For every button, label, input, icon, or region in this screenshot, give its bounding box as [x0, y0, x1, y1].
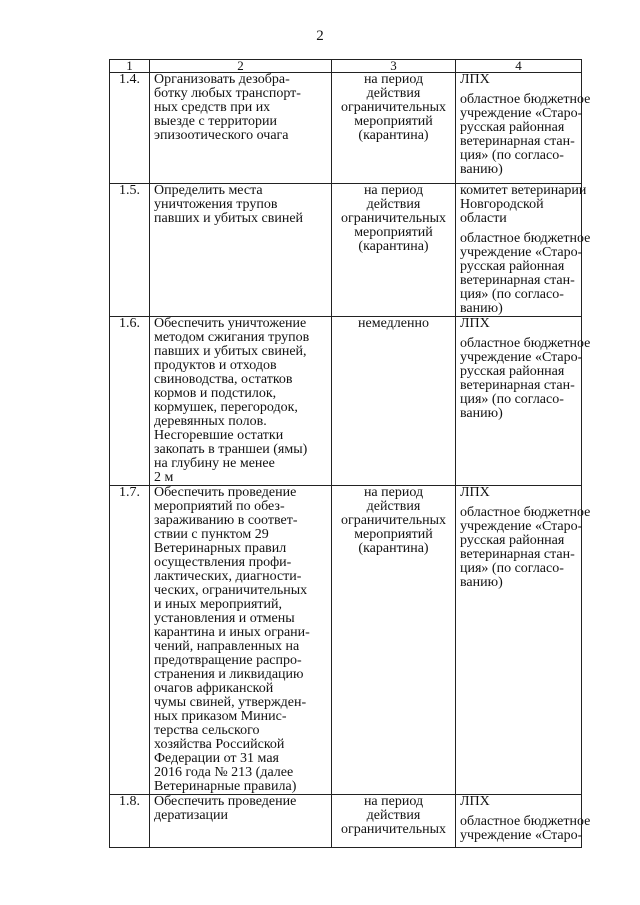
task-line: ных приказом Минис- — [154, 709, 287, 724]
task-line: деревянных полов. — [154, 414, 267, 429]
deadline — [332, 184, 456, 317]
task-line: зараживанию в соответ- — [154, 513, 298, 528]
task-line: ных средств при их — [154, 100, 271, 115]
task-line: хозяйства Российской — [154, 737, 285, 752]
task-line: эпизоотического очага — [154, 128, 289, 143]
deadline-line: на период — [363, 183, 424, 198]
responsible-line: областное бюджетное — [460, 231, 591, 246]
task-line: дератизации — [154, 808, 229, 823]
responsible-party — [460, 795, 577, 809]
responsible-line: учреждение «Старо- — [460, 245, 583, 260]
responsible-line: ветеринарная стан- — [460, 273, 575, 288]
responsible-line: учреждение «Старо- — [460, 106, 583, 121]
responsible-line: ветеринарная стан- — [460, 378, 575, 393]
responsible-line: областное бюджетное — [460, 336, 591, 351]
deadline-line: ограничительных — [340, 513, 447, 528]
task-line: кормов и подстилок, — [154, 386, 277, 401]
task-line: Определить места — [154, 183, 263, 198]
responsible-line: учреждение «Старо- — [460, 519, 583, 534]
responsible-line: учреждение «Старо- — [460, 350, 583, 365]
task-description — [150, 795, 332, 848]
responsible-party — [460, 486, 577, 500]
responsible-line: ванию) — [460, 575, 503, 590]
deadline-line: (карантина) — [358, 541, 429, 556]
deadline-line: действия — [366, 197, 421, 212]
task-line: карантина и иных ограни- — [154, 625, 310, 640]
task-description — [150, 486, 332, 795]
task-line: чумы свиней, утвержден- — [154, 695, 307, 710]
item-number: 1.8. — [110, 795, 150, 848]
deadline-line: на период — [363, 794, 424, 809]
deadline-line: на период — [363, 72, 424, 87]
deadline-line: ограничительных — [340, 211, 447, 226]
responsible-line: ция» (по согласо- — [460, 148, 564, 163]
task-line: закопать в траншеи (ямы) — [154, 442, 308, 457]
deadline-line: немедленно — [358, 316, 429, 331]
task-description — [150, 73, 332, 184]
responsible-parties — [456, 183, 591, 317]
task-line: странения и ликвидацию — [154, 667, 304, 682]
task-line: ствии с пунктом 29 — [154, 527, 269, 542]
deadline-line: действия — [366, 808, 421, 823]
task-line: осуществления профи- — [154, 555, 292, 570]
deadline-line: ограничительных — [340, 822, 447, 837]
responsible-line: ванию) — [460, 406, 503, 421]
responsible-line: ветеринарная стан- — [460, 547, 575, 562]
task-line: Несгоревшие остатки — [154, 428, 284, 443]
task-line: Обеспечить проведение — [154, 485, 297, 500]
task-line: Обеспечить проведение — [154, 794, 297, 809]
task-line: павших и убитых свиней — [154, 211, 304, 226]
task-line: 2016 года № 213 (далее — [154, 765, 294, 780]
task-description — [150, 317, 332, 486]
column-header: 4 — [456, 60, 582, 73]
deadline-line: действия — [366, 499, 421, 514]
task-line: 2 м — [154, 470, 174, 485]
task-line: Федерации от 31 мая — [154, 751, 279, 766]
responsible-line: ветеринарная стан- — [460, 134, 575, 149]
task-line: уничтожения трупов — [154, 197, 278, 212]
responsible-line: областное бюджетное — [460, 505, 591, 520]
deadline-line: действия — [366, 86, 421, 101]
responsible-parties — [456, 316, 591, 486]
responsible-parties — [456, 72, 591, 184]
deadline-line: (карантина) — [358, 128, 429, 143]
item-number: 1.5. — [110, 184, 150, 317]
task-line: установления и отмены — [154, 611, 295, 626]
task-line: Ветеринарных правил — [154, 541, 287, 556]
responsible-line: области — [460, 211, 507, 226]
task-line: ческих, ограничительных — [154, 583, 308, 598]
responsible-line: областное бюджетное — [460, 92, 591, 107]
task-line: и иных мероприятий, — [154, 597, 282, 612]
column-header: 2 — [150, 60, 332, 73]
column-header: 3 — [332, 60, 456, 73]
responsible-line: ванию) — [460, 162, 503, 177]
item-number: 1.7. — [110, 486, 150, 795]
responsible-line: ЛПХ — [460, 485, 490, 500]
responsible-line: русская районная — [460, 364, 565, 379]
deadline-line: на период — [363, 485, 424, 500]
task-line: продуктов и отходов — [154, 358, 277, 373]
responsible-party — [460, 317, 577, 331]
measures-table — [109, 58, 591, 848]
deadline-line: ограничительных — [340, 100, 447, 115]
table-row — [110, 486, 582, 795]
responsible-line: ция» (по согласо- — [460, 392, 564, 407]
task-description — [150, 184, 332, 317]
task-line: очагов африканской — [154, 681, 274, 696]
responsible-line: ция» (по согласо- — [460, 287, 564, 302]
deadline-line: (карантина) — [358, 239, 429, 254]
responsible-party — [460, 73, 577, 87]
responsible-line: Новгородской — [460, 197, 544, 212]
task-line: выезде с территории — [154, 114, 277, 129]
responsible-line: областное бюджетное — [460, 814, 591, 829]
table-row — [110, 795, 582, 848]
task-line: ботку любых транспорт- — [154, 86, 301, 101]
table-row — [110, 73, 582, 184]
responsible-line: ЛПХ — [460, 72, 490, 87]
task-line: Ветеринарные правила) — [154, 779, 297, 794]
task-line: терства сельского — [154, 723, 260, 738]
page-number: 2 — [316, 28, 324, 44]
responsible-party — [460, 183, 587, 226]
responsible-line: русская районная — [460, 120, 565, 135]
responsible-parties — [456, 794, 591, 848]
deadline-line: мероприятий — [354, 225, 433, 240]
responsible-party — [460, 505, 591, 590]
task-line: павших и убитых свиней, — [154, 344, 307, 359]
task-line: предотвращение распро- — [154, 653, 302, 668]
task-line: методом сжигания трупов — [154, 330, 310, 345]
item-number: 1.4. — [110, 73, 150, 184]
deadline — [332, 317, 456, 486]
deadline-line: мероприятий — [354, 114, 433, 129]
responsible-party — [460, 231, 591, 316]
responsible-party — [460, 814, 591, 843]
task-line: мероприятий по обез- — [154, 499, 285, 514]
responsible-line: русская районная — [460, 259, 565, 274]
task-line: на глубину не менее — [154, 456, 275, 471]
responsible-parties — [456, 485, 591, 795]
responsible-line: комитет ветеринарии — [460, 183, 587, 198]
responsible-line: ванию) — [460, 301, 503, 316]
task-line: лактических, диагности- — [154, 569, 302, 584]
task-line: чений, направленных на — [154, 639, 300, 654]
item-number: 1.6. — [110, 317, 150, 486]
responsible-party — [460, 336, 591, 421]
task-line: Обеспечить уничтожение — [154, 316, 307, 331]
column-header: 1 — [110, 60, 150, 73]
responsible-line: ЛПХ — [460, 316, 490, 331]
task-line: свиноводства, остатков — [154, 372, 293, 387]
table-header-row — [110, 60, 582, 73]
responsible-line: ция» (по согласо- — [460, 561, 564, 576]
deadline-line: мероприятий — [354, 527, 433, 542]
task-line: кормушек, перегородок, — [154, 400, 298, 415]
responsible-line: учреждение «Старо- — [460, 828, 583, 843]
deadline — [332, 486, 456, 795]
table-row — [110, 317, 582, 486]
responsible-line: ЛПХ — [460, 794, 490, 809]
responsible-line: русская районная — [460, 533, 565, 548]
responsible-party — [460, 92, 591, 177]
deadline — [332, 795, 456, 848]
task-line: Организовать дезобра- — [154, 72, 290, 87]
deadline — [332, 73, 456, 184]
table-row — [110, 184, 582, 317]
